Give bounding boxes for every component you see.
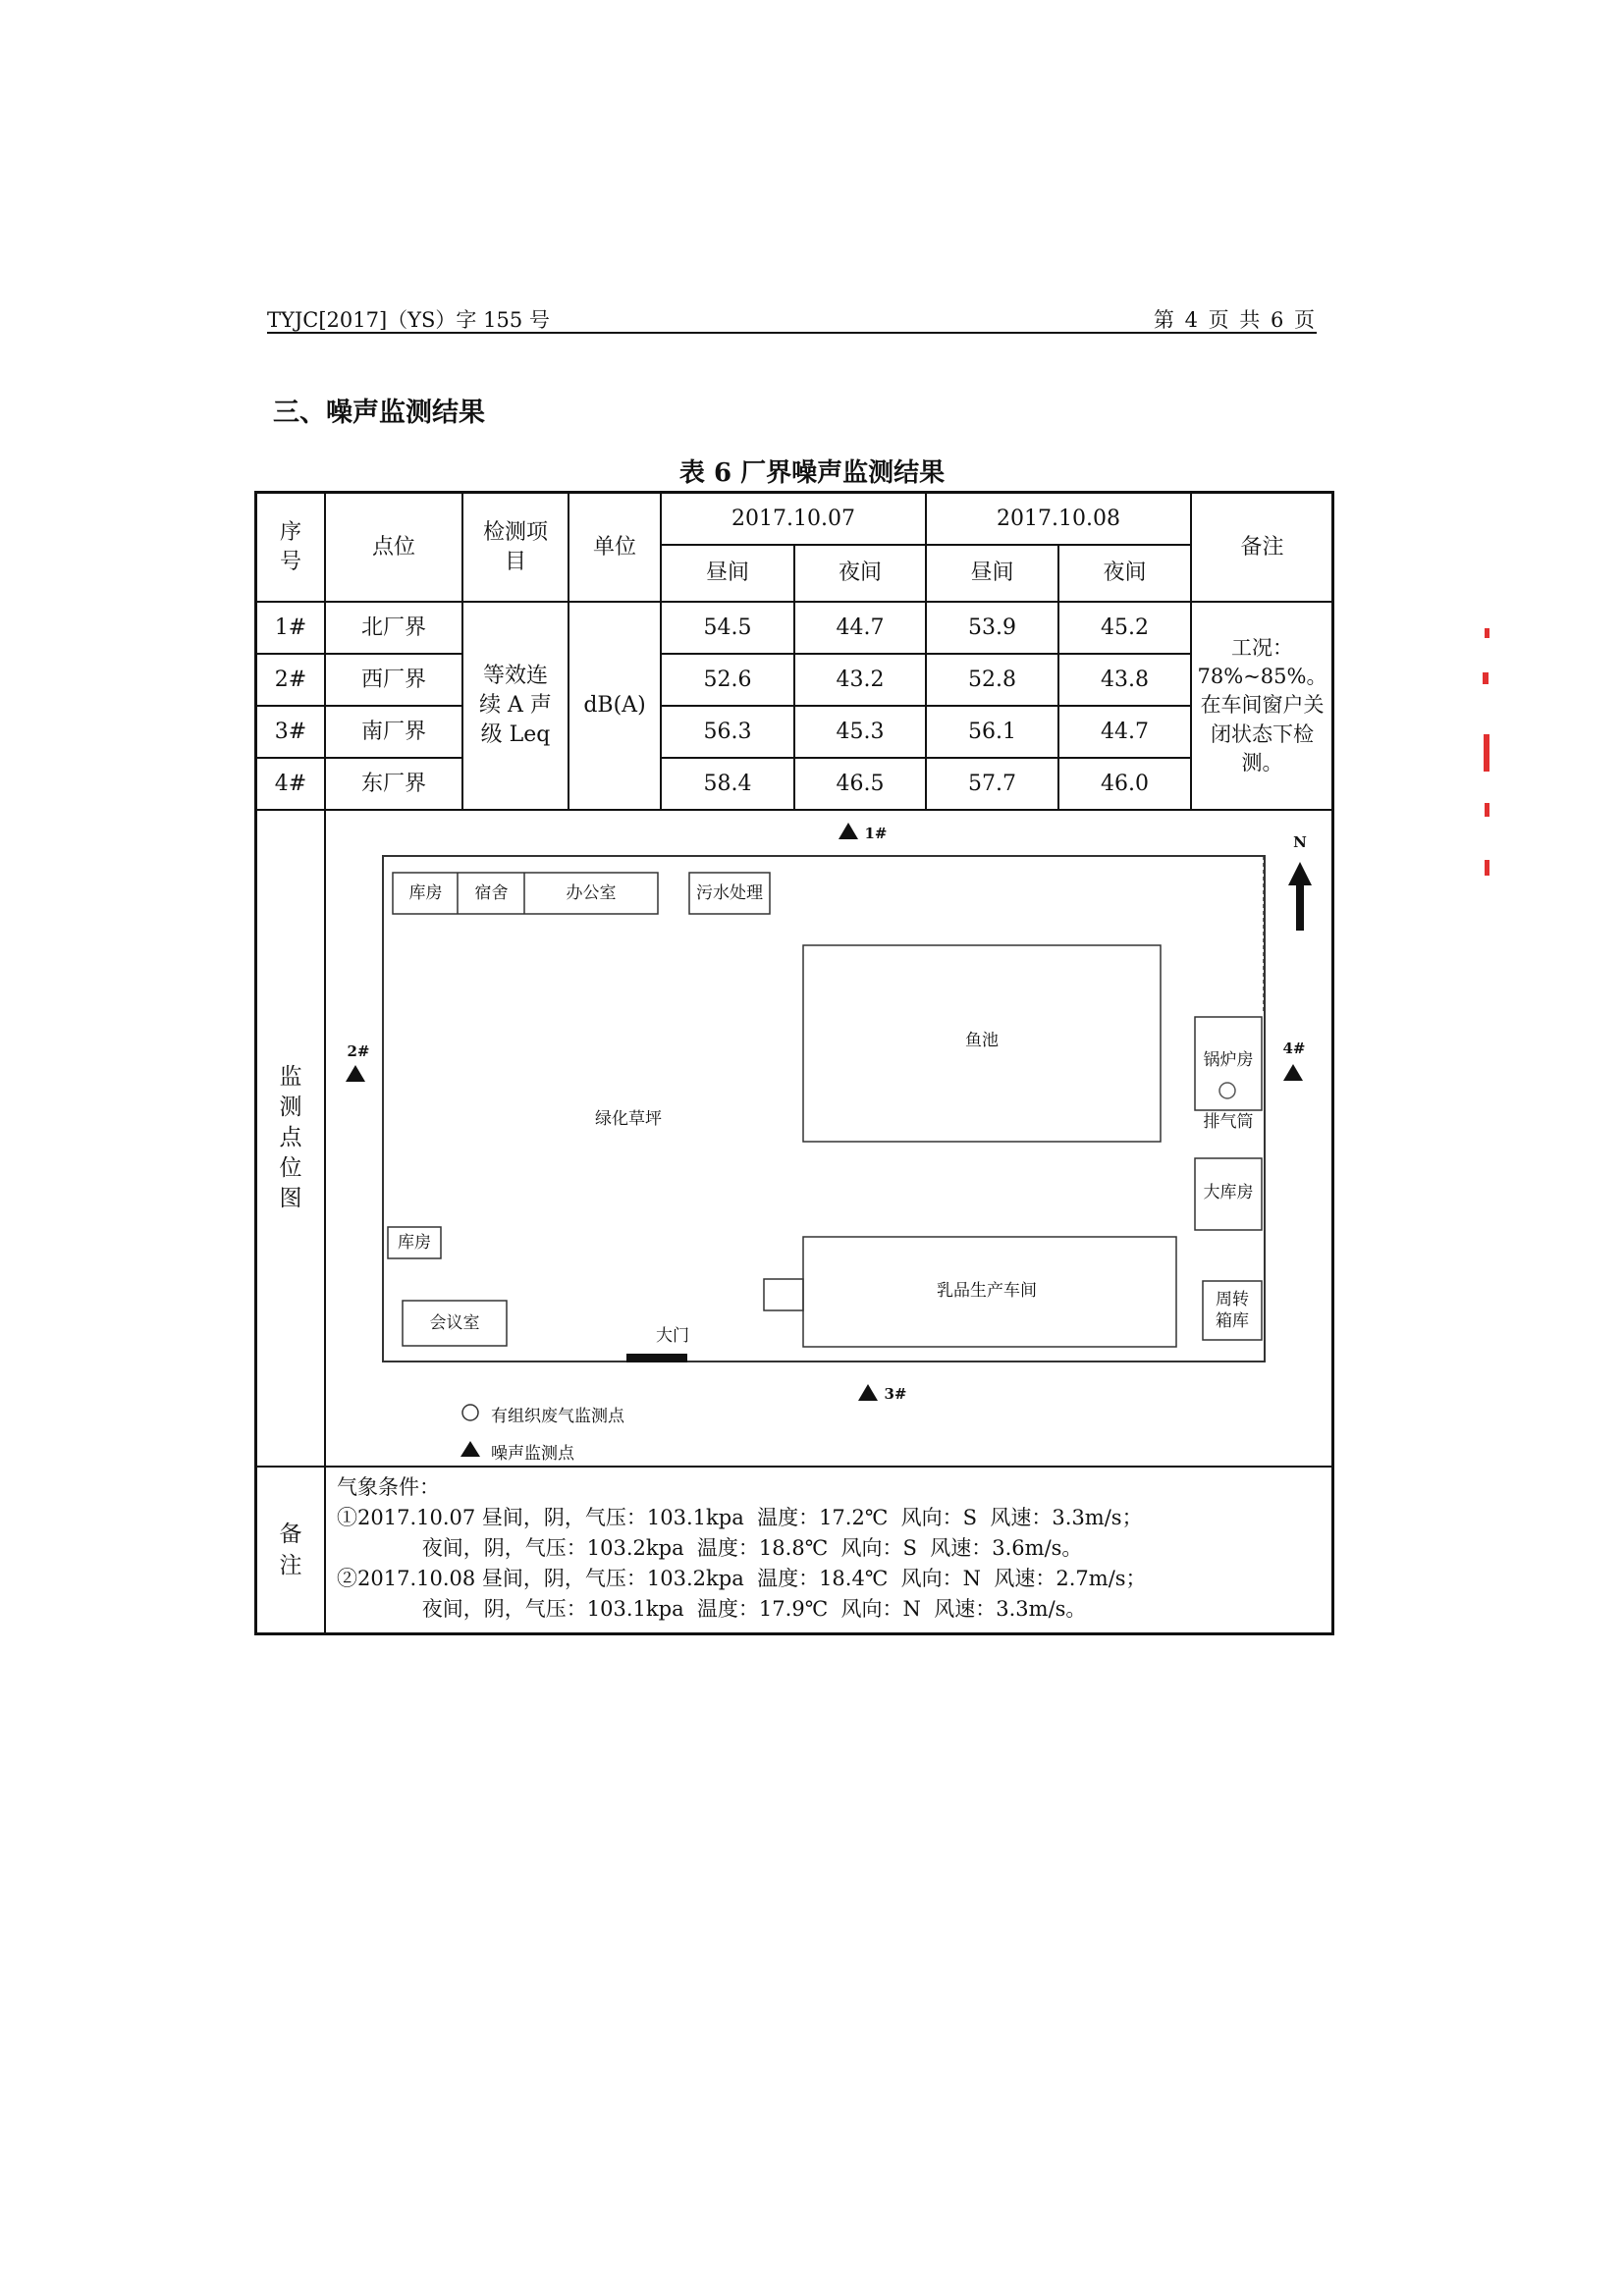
header-date-1: 2017.10.07 bbox=[731, 506, 855, 531]
north-label: N bbox=[1293, 832, 1307, 851]
legend-exhaust-label: 有组织废气监测点 bbox=[491, 1407, 624, 1426]
row-value: 45.2 bbox=[1101, 614, 1149, 640]
row-value: 46.5 bbox=[836, 771, 885, 796]
seal-fragment bbox=[1485, 860, 1489, 876]
row-value: 44.7 bbox=[836, 614, 885, 640]
header-night: 夜间 bbox=[838, 561, 882, 586]
seal-fragment bbox=[1483, 672, 1489, 684]
building-sewage: 污水处理 bbox=[696, 882, 763, 903]
row-value: 53.9 bbox=[968, 614, 1016, 640]
row-value: 56.3 bbox=[703, 719, 752, 744]
remarks-label: 备注 bbox=[279, 1522, 302, 1578]
page-number: 第 4 页 共 6 页 bbox=[1153, 308, 1317, 332]
building-warehouse: 库房 bbox=[408, 882, 443, 903]
map-label: 监测点位图 bbox=[279, 1063, 302, 1212]
row-seq: 4# bbox=[274, 771, 307, 796]
row-value: 54.5 bbox=[703, 614, 752, 640]
row-value: 56.1 bbox=[968, 719, 1016, 744]
row-value: 46.0 bbox=[1101, 771, 1149, 796]
point-label-2: 2# bbox=[347, 1041, 370, 1060]
row-point: 西厂界 bbox=[360, 667, 426, 692]
legend-noise bbox=[491, 1439, 574, 1464]
remark-value: 工况：78%~85%。在车间窗户关闭状态下检测。 bbox=[1197, 635, 1327, 775]
building-dorm: 宿舍 bbox=[474, 882, 509, 903]
north-arrow-icon bbox=[1288, 862, 1312, 931]
building-meeting: 会议室 bbox=[429, 1312, 480, 1333]
row-seq: 2# bbox=[274, 667, 307, 692]
noise-point-3-icon bbox=[858, 1384, 878, 1401]
detection-item: 等效连续 A 声级 Leq bbox=[479, 664, 552, 747]
building-gate: 大门 bbox=[656, 1325, 689, 1346]
row-value: 58.4 bbox=[703, 771, 752, 796]
weather-line: ②2017.10.08 昼间，阴，气压：103.2kpa 温度：18.4℃ 风向：N 风速：2.7m/s； bbox=[337, 1567, 1147, 1590]
dairy-annex bbox=[764, 1279, 803, 1310]
weather-line: 夜间，阴，气压：103.1kpa 温度：17.9℃ 风向：N 风速：3.3m/s。 bbox=[337, 1597, 1087, 1621]
row-point: 东厂界 bbox=[360, 771, 426, 796]
unit-value: dB(A) bbox=[583, 693, 646, 719]
row-value: 57.7 bbox=[968, 771, 1016, 796]
row-seq: 3# bbox=[274, 719, 307, 744]
building-warehouse-2: 库房 bbox=[398, 1232, 431, 1253]
row-value: 43.2 bbox=[836, 667, 885, 692]
row-point: 北厂界 bbox=[360, 614, 426, 640]
row-value: 44.7 bbox=[1101, 719, 1149, 744]
weather-line: ①2017.10.07 昼间，阴，气压：103.1kpa 温度：17.2℃ 风向：S 风速：3.3m/s； bbox=[337, 1506, 1143, 1529]
header-item: 检测项目 bbox=[483, 519, 549, 574]
building-office: 办公室 bbox=[566, 882, 617, 903]
building-turnover: 周转箱库 bbox=[1216, 1289, 1249, 1331]
noise-point-1-icon bbox=[839, 823, 858, 839]
building-fish-pond: 鱼池 bbox=[965, 1030, 999, 1050]
row-value: 52.8 bbox=[968, 667, 1016, 692]
header-seq: 序号 bbox=[279, 519, 301, 574]
seal-fragment bbox=[1484, 734, 1489, 772]
weather-line: 夜间，阴，气压：103.2kpa 温度：18.8℃ 风向：S 风速：3.6m/s。 bbox=[337, 1536, 1083, 1560]
header-day: 昼间 bbox=[970, 561, 1014, 586]
document-number: TYJC[2017]（YS）字 155 号 bbox=[267, 308, 550, 332]
weather-title: 气象条件： bbox=[337, 1475, 440, 1499]
seal-fragment bbox=[1485, 803, 1489, 817]
noise-point-2-icon bbox=[346, 1065, 365, 1082]
point-label-4: 4# bbox=[1282, 1039, 1306, 1057]
row-point: 南厂界 bbox=[360, 719, 426, 744]
building-dairy: 乳品生产车间 bbox=[937, 1280, 1037, 1301]
section-title: 三、噪声监测结果 bbox=[273, 398, 485, 428]
weather-remarks bbox=[337, 1472, 1147, 1625]
legend-noise-label: 噪声监测点 bbox=[491, 1444, 574, 1464]
legend-exhaust bbox=[491, 1402, 624, 1426]
row-value: 52.6 bbox=[703, 667, 752, 692]
point-label-1: 1# bbox=[864, 824, 888, 842]
building-big-warehouse: 大库房 bbox=[1203, 1182, 1254, 1202]
legend-circle-icon bbox=[462, 1405, 478, 1420]
row-seq: 1# bbox=[274, 614, 307, 640]
legend-triangle-icon bbox=[460, 1441, 480, 1457]
header-night: 夜间 bbox=[1103, 561, 1147, 586]
site-boundary bbox=[383, 856, 1265, 1362]
exhaust-circle-icon bbox=[1219, 1083, 1235, 1098]
header-remark: 备注 bbox=[1240, 534, 1284, 560]
header-point: 点位 bbox=[371, 534, 415, 560]
header-day: 昼间 bbox=[705, 561, 749, 586]
gate-bar bbox=[626, 1354, 687, 1362]
table-title: 表 6 厂界噪声监测结果 bbox=[678, 458, 946, 488]
building-lawn: 绿化草坪 bbox=[595, 1108, 662, 1129]
row-value: 43.8 bbox=[1101, 667, 1149, 692]
header-date-2: 2017.10.08 bbox=[997, 506, 1120, 531]
noise-point-4-icon bbox=[1283, 1064, 1303, 1081]
header-unit: 单位 bbox=[592, 534, 636, 560]
building-exhaust: 排气筒 bbox=[1203, 1111, 1254, 1132]
seal-fragment bbox=[1485, 628, 1489, 638]
point-label-3: 3# bbox=[884, 1384, 907, 1403]
building-boiler: 锅炉房 bbox=[1203, 1049, 1254, 1070]
row-value: 45.3 bbox=[836, 719, 885, 744]
